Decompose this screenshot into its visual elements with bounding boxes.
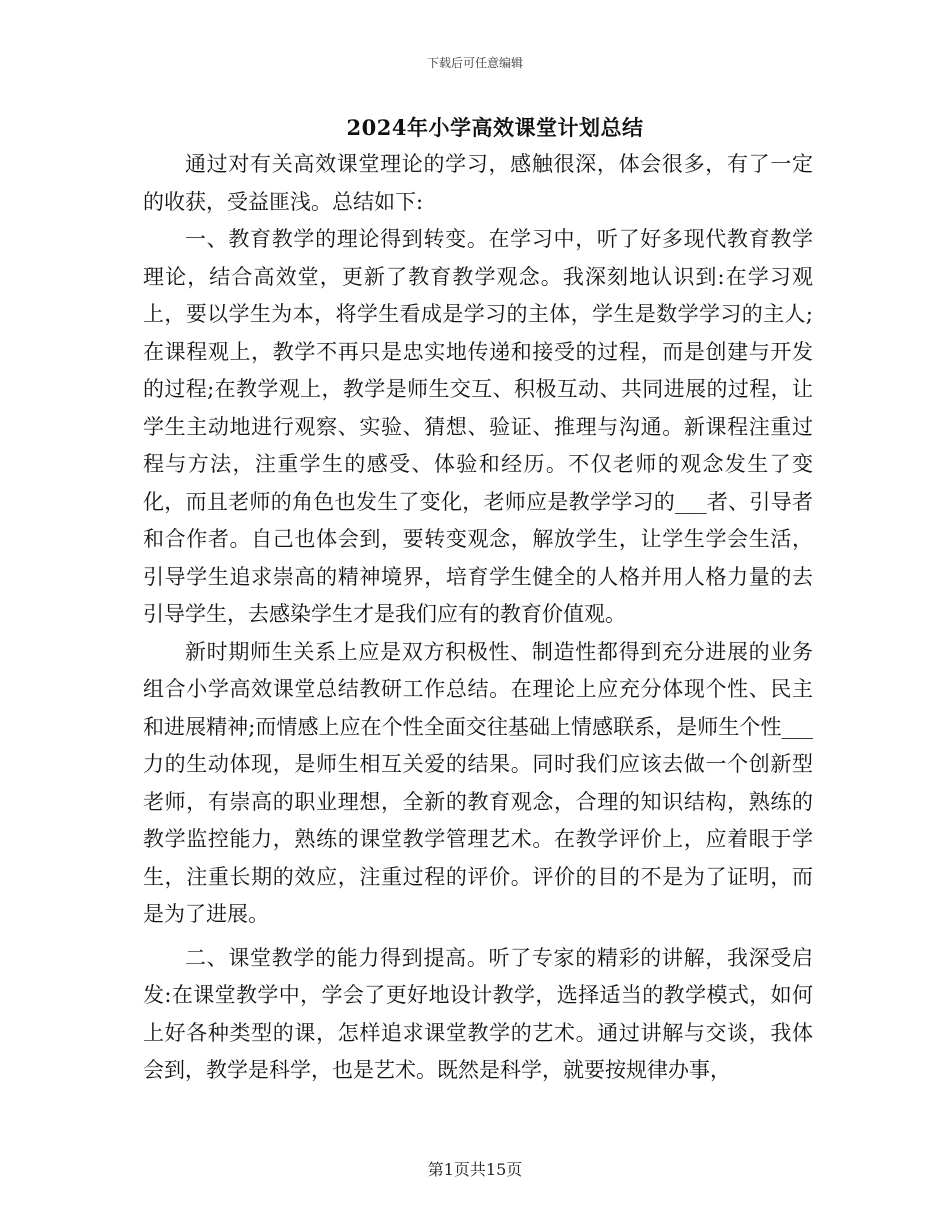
document-title: 2024年小学高效课堂计划总结 [346, 115, 644, 140]
paragraph-teacher-student-relations: 新时期师生关系上应是双方积极性、制造性都得到充分进展的业务组合小学高效课堂总结教研工作总结。在理论上应充分体现个性、民主和进展精神;而情感上应在个性全面交往基础上情感联系，是师生个性___力的生动体现，是师生相互关爱的结果。同时我们应该去做一个创新型老师，有崇高的职业理想，全新的教育观念，合理的知识结构，熟练的教学监控能力，熟练的课堂教学管理艺术。在教学评价上，应着眼于学生，注重长期的效应，注重过程的评价。评价的目的不是为了证明，而是为了进展。 [143, 639, 813, 926]
paragraph-intro: 通过对有关高效课堂理论的学习，感触很深，体会很多，有了一定的收获，受益匪浅。总结如下: [143, 152, 813, 214]
page-number-footer: 第1页共15页 [427, 1160, 523, 1179]
header-note: 下载后可任意编辑 [426, 56, 523, 70]
paragraph-section-one: 一、教育教学的理论得到转变。在学习中，听了好多现代教育教学理论，结合高效堂，更新了教育教学观念。我深刻地认识到:在学习观上，要以学生为本，将学生看成是学习的主体，学生是数学学习的主人;在课程观上，教学不再只是忠实地传递和接受的过程，而是创建与开发的过程;在教学观上，教学是师生交互、积极互动、共同进展的过程，让学生主动地进行观察、实验、猜想、验证、推理与沟通。新课程注重过程与方法，注重学生的感受、体验和经历。不仅老师的观念发生了变化，而且老师的角色也发生了变化，老师应是教学学习的___者、引导者和合作者。自己也体会到，要转变观念，解放学生，让学生学会生活，引导学生追求崇高的精神境界，培育学生健全的人格并用人格力量的去引导学生，去感染学生才是我们应有的教育价值观。 [143, 227, 813, 626]
paragraph-section-two: 二、课堂教学的能力得到提高。听了专家的精彩的讲解，我深受启发:在课堂教学中，学会了更好地设计教学，选择适当的教学模式，如何上好各种类型的课，怎样追求课堂教学的艺术。通过讲解与交谈，我体会到，教学是科学，也是艺术。既然是科学，就要按规律办事， [143, 945, 813, 1082]
document-body [143, 146, 813, 1090]
